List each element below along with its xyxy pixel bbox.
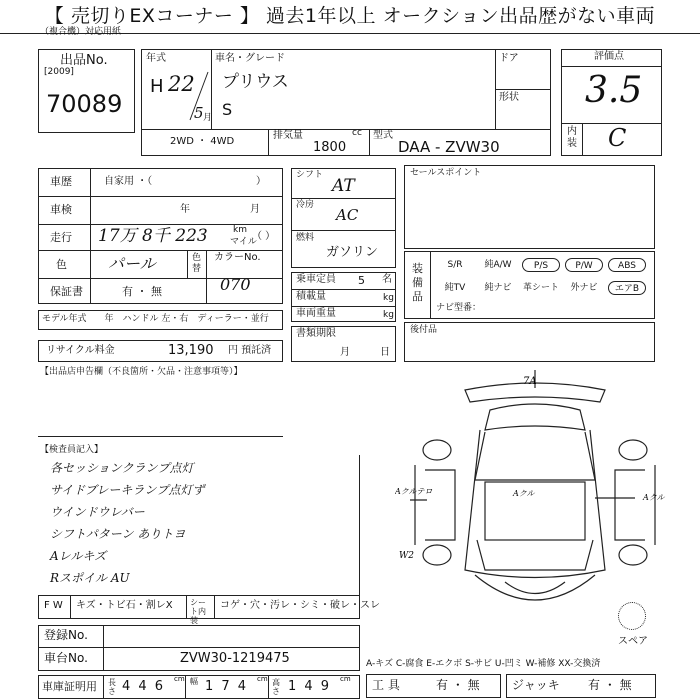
model-row-text: モデル年式 年 ハンドル 左・右 ディーラー・並行 [42, 314, 269, 324]
after-fit-box [404, 322, 655, 362]
color-change-label: 色替 [192, 253, 202, 274]
load-label: 積載量 [296, 291, 326, 302]
damage-items: キズ・トビ石・割レX [76, 600, 173, 611]
year-label: 年式 [146, 53, 166, 64]
history-close: ） [256, 176, 266, 187]
equipment-item: 外ナビ [570, 283, 598, 293]
mileage-digits: 17万 8千 223 [98, 226, 208, 246]
jack-label: ジャッキ [512, 678, 560, 692]
displacement-unit: cc [352, 128, 362, 138]
capacity-value: 5 [358, 274, 365, 287]
interior-label: 内 装 [567, 126, 577, 149]
year-month-unit: 月 [203, 113, 213, 123]
equipment-item: P/W [565, 258, 603, 272]
year-month: 5 [194, 104, 204, 122]
doc-expiry-month: 月 [340, 347, 350, 358]
score-label: 評価点 [594, 51, 624, 62]
equipment-label: 装備品 [412, 262, 423, 303]
dims-height: 1 4 9 [288, 679, 332, 694]
equipment-item: P/S [522, 258, 560, 272]
color-value: パール [108, 254, 156, 273]
history-label: 車歴 [50, 175, 72, 188]
inspector-note: 各セッションクランプ点灯 [50, 461, 194, 475]
tools-label: 工 具 [372, 678, 400, 692]
dims-length-label: 長さ [108, 678, 116, 696]
inspection-month: 月 [250, 204, 260, 215]
chassis-label: 車台No. [44, 651, 88, 665]
inspector-note: Aレルキズ [50, 549, 107, 563]
weight-unit: kg [383, 310, 394, 320]
vehicle-label: 車名・グレード [215, 53, 285, 64]
car-diagram [395, 370, 695, 632]
diagram-left-mark: Aクルテロ [395, 487, 433, 496]
vehicle-name: プリウス [222, 72, 289, 92]
diagram-right-mark: Aクル [643, 493, 665, 502]
sales-point-label: セールスポイント [410, 168, 482, 178]
shift-label: シフト [296, 170, 324, 180]
diagram-center-mark: Aクル [513, 489, 535, 498]
doc-expiry-day: 日 [380, 347, 390, 358]
dims-length: 4 4 6 [122, 679, 166, 694]
seller-notes-box [38, 365, 283, 437]
recycle-value: 13,190 [168, 343, 214, 358]
capacity-label: 乗車定員 [296, 274, 336, 285]
damage-sheet: シート内装 [190, 598, 206, 625]
inspector-note: Rスポイル AU [50, 571, 130, 585]
model-code-value: DAA - ZVW30 [398, 138, 500, 156]
dims-label: 車庫証明用 [42, 680, 97, 693]
recycle-label: リサイクル料金 [46, 345, 115, 356]
warranty-options: 有 ・ 無 [122, 285, 162, 298]
displacement-label: 排気量 [273, 130, 303, 141]
warranty-label: 保証書 [50, 285, 83, 298]
mileage-paren: （ ） [252, 231, 276, 242]
spare-tire-icon [618, 602, 646, 630]
inspector-note: ウインドウレバー [50, 505, 145, 519]
damage-items2: コゲ・穴・汚レ・シミ・破レ・スレ [220, 600, 380, 611]
weight-label: 車両重量 [296, 308, 336, 319]
dims-height-unit: cm [340, 675, 351, 683]
inspection-label: 車検 [50, 203, 72, 216]
damage-legend: A-キズ C-腐食 E-エクボ S-サビ U-凹ミ W-補修 XX-交換済 [366, 659, 601, 669]
inspector-label: 【検査員記入】 [40, 445, 104, 455]
equipment-item: 革シート [522, 283, 559, 293]
load-unit: kg [383, 293, 394, 303]
history-options: 自家用 ・（ [104, 176, 153, 187]
tools-options: 有 ・ 無 [436, 678, 480, 692]
inspector-note: サイドブレーキランプ点灯ず [50, 483, 205, 497]
year-value: 22 [168, 72, 195, 96]
diagram-w-mark: W2 [399, 551, 414, 561]
form-caption: （複合機）対応用紙 [40, 27, 122, 37]
equipment-item: S/R [447, 260, 463, 270]
model-code-label: 型式 [373, 130, 393, 141]
after-fit-label: 後付品 [410, 325, 438, 335]
equipment-item: 純A/W [484, 260, 512, 270]
dims-width: 1 7 4 [205, 679, 249, 694]
lot-year-stamp: [2009] [44, 67, 74, 77]
navi-model-label: ナビ型番： [436, 303, 482, 313]
color-code-value: 070 [220, 275, 251, 294]
interior-value: C [608, 124, 627, 152]
dims-width-unit: cm [257, 675, 268, 683]
dims-width-label: 幅 [190, 677, 198, 686]
diagram-top-mark: 7A [523, 376, 537, 387]
spare-label: スペア [618, 636, 648, 647]
vehicle-grade: S [222, 100, 233, 119]
lot-label: 出品No. [60, 53, 108, 68]
color-label: 色 [56, 258, 67, 271]
color-code-label: カラーNo. [214, 252, 261, 263]
capacity-unit: 名 [382, 274, 392, 285]
displacement-value: 1800 [313, 140, 347, 155]
chassis-value: ZVW30-1219475 [180, 651, 290, 666]
inspection-year: 年 [180, 204, 190, 215]
fuel-label: 燃料 [296, 233, 315, 243]
jack-options: 有 ・ 無 [588, 678, 632, 692]
banner-title: 【 売切りEXコーナー 】 過去1年以上 オークション出品歴がない車両 [44, 5, 656, 27]
doc-expiry-label: 書類期限 [296, 328, 336, 339]
equipment-item: ABS [608, 258, 646, 272]
shift-value: AT [332, 176, 355, 196]
damage-fw: F W [44, 600, 63, 611]
lot-number: 70089 [46, 90, 123, 118]
aircon-value: AC [336, 206, 359, 224]
aircon-label: 冷房 [296, 200, 315, 210]
mileage-km: km [233, 225, 247, 235]
seller-notes-label: 【出品店申告欄（不良箇所・欠品・注意事項等）】 [40, 367, 243, 377]
equipment-item: エアB [608, 281, 646, 295]
body-type-label: 形状 [499, 92, 519, 103]
fuel-value: ガソリン [326, 245, 379, 260]
score-value: 3.5 [585, 70, 643, 111]
registration-label: 登録No. [44, 628, 88, 642]
equipment-item: 純TV [444, 283, 466, 293]
dims-length-unit: cm [174, 675, 185, 683]
dims-height-label: 高さ [272, 678, 280, 696]
recycle-unit: 円 預託済 [228, 345, 272, 356]
inspector-note: シフトパターン ありトヨ [50, 527, 186, 541]
door-label: ドア [499, 53, 519, 64]
year-era: H [150, 76, 164, 97]
mileage-mile: マイル [230, 237, 257, 247]
drive-text: 2WD ・ 4WD [170, 136, 235, 147]
mileage-label: 走行 [50, 231, 72, 244]
equipment-item: 純ナビ [484, 283, 512, 293]
